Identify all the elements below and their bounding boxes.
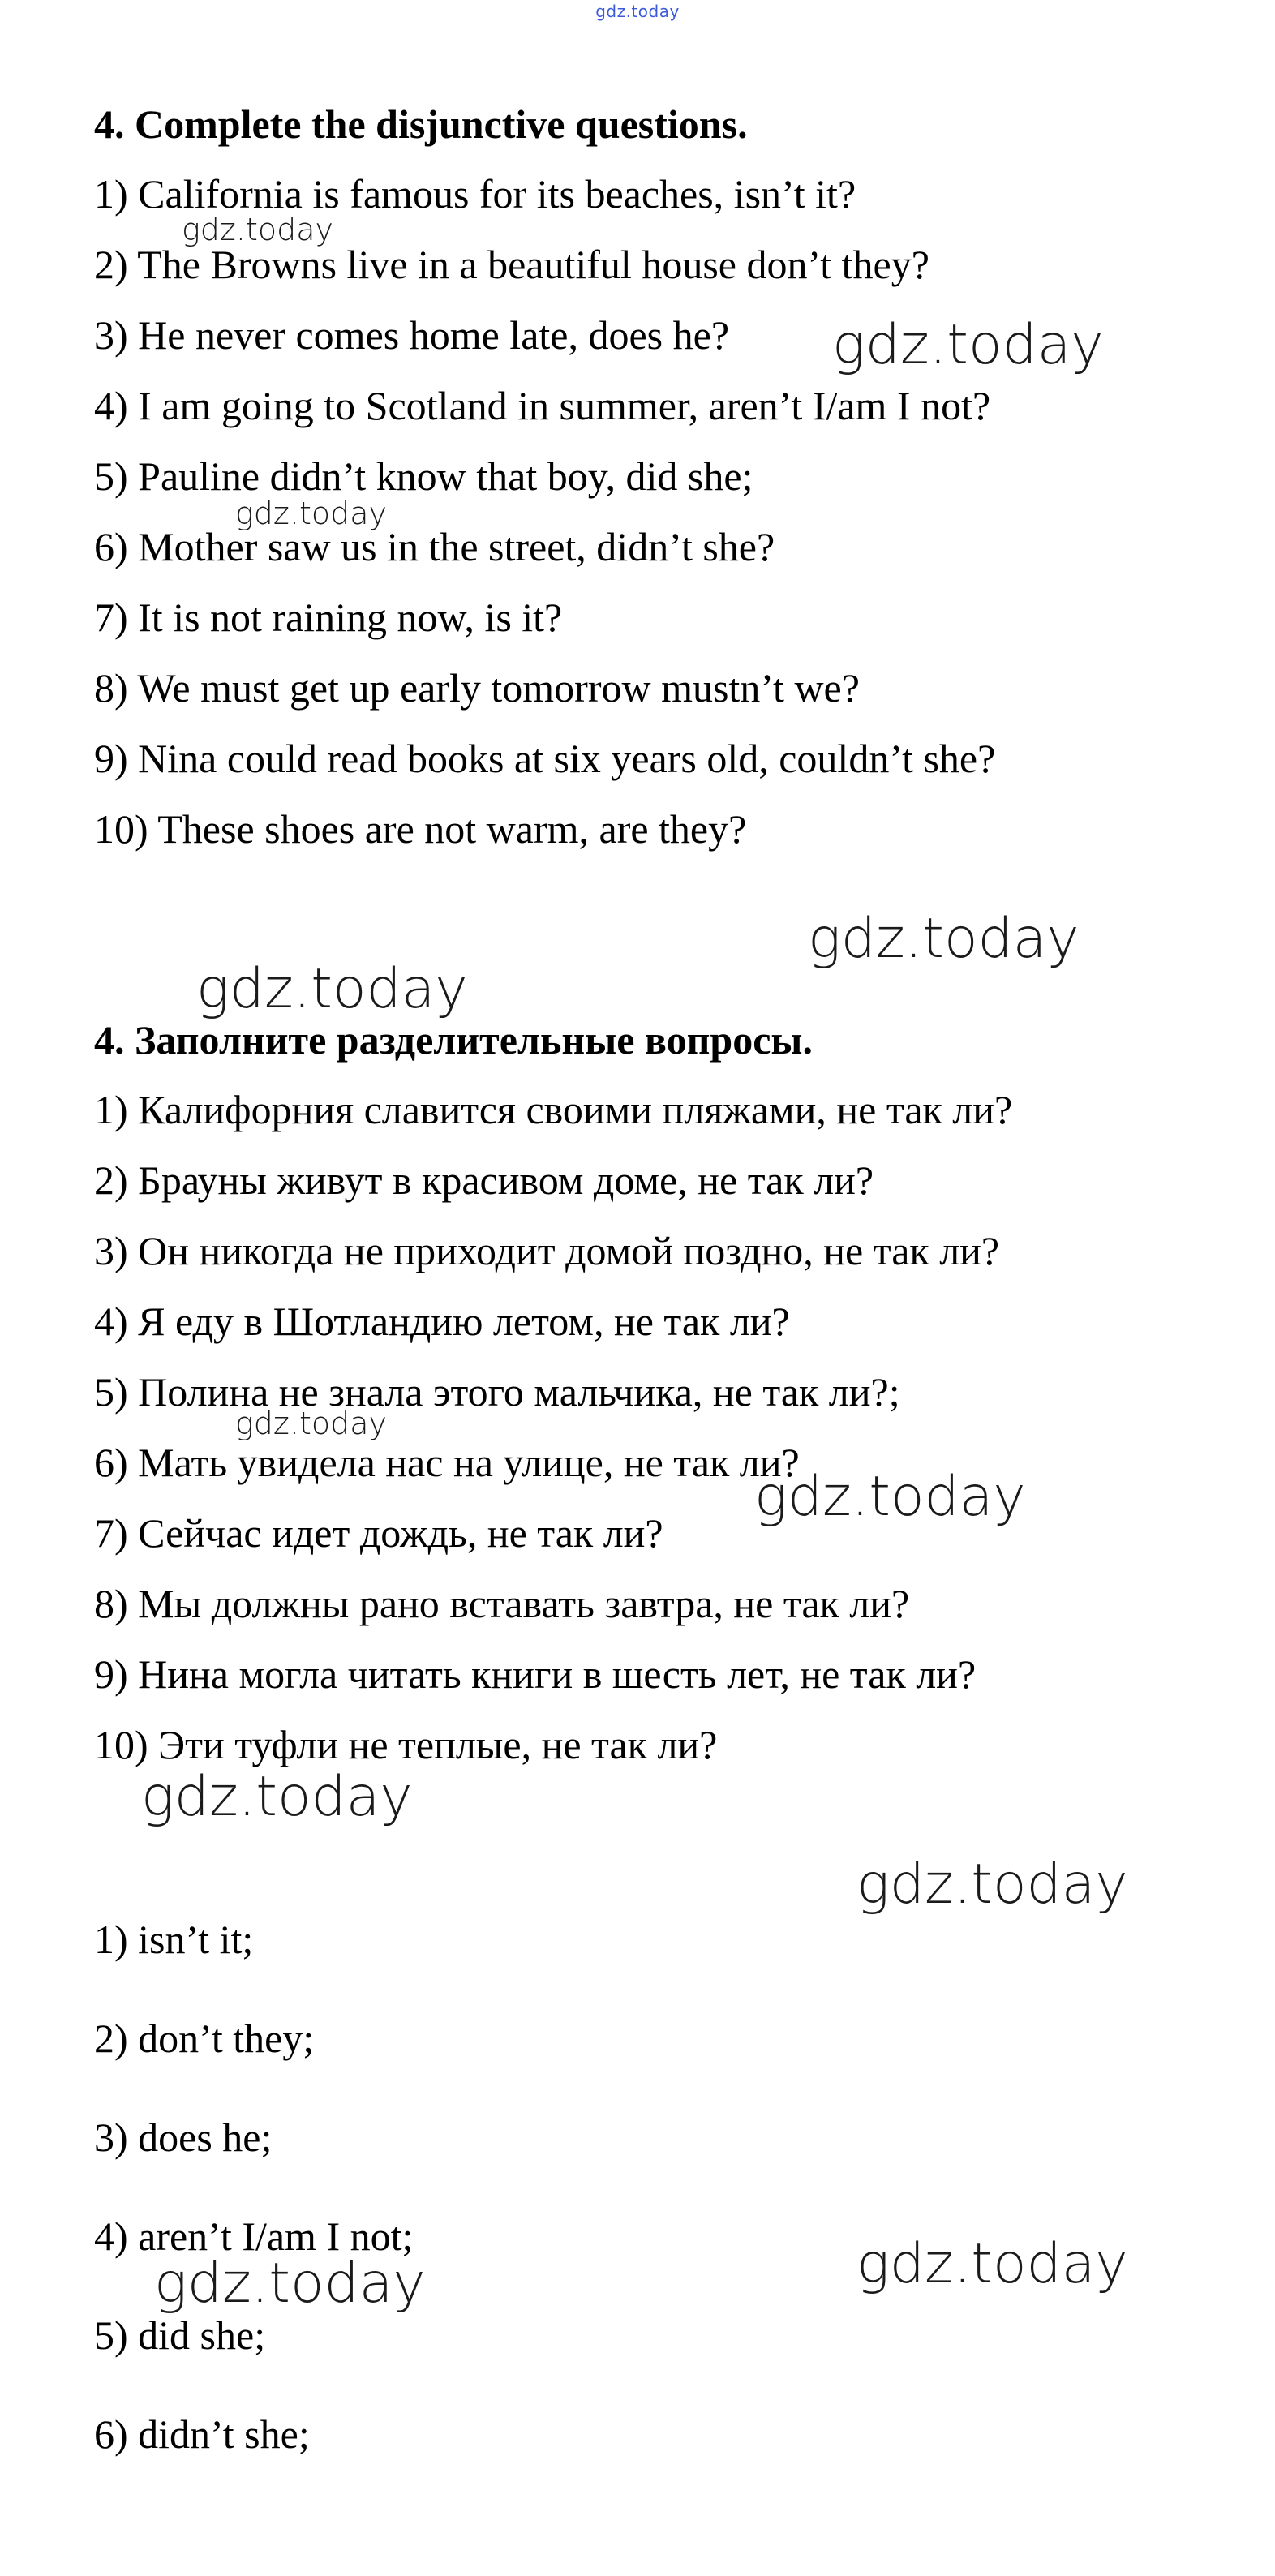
answer-line: 4) aren’t I/am I not;	[94, 2213, 414, 2259]
watermark: gdz.today	[196, 957, 468, 1021]
russian-line: 6) Мать увидела нас на улице, не так ли?	[94, 1440, 800, 1485]
watermark: gdz.today	[808, 907, 1080, 971]
watermark: gdz.today	[141, 1765, 413, 1829]
watermark: gdz.today	[235, 496, 387, 531]
answer-line: 3) does he;	[94, 2114, 273, 2160]
english-line: 3) He never comes home late, does he?	[94, 312, 730, 358]
russian-line: 2) Брауны живут в красивом доме, не так ли?	[94, 1157, 874, 1203]
russian-line: 3) Он никогда не приходит домой поздно, не так ли?	[94, 1228, 1000, 1273]
russian-line: 8) Мы должны рано вставать завтра, не так ли?	[94, 1581, 910, 1626]
russian-line: 1) Калифорния славится своими пляжами, не так ли?	[94, 1087, 1013, 1132]
watermark: gdz.today	[235, 1406, 387, 1441]
russian-line: 5) Полина не знала этого мальчика, не так ли?;	[94, 1369, 900, 1415]
russian-heading: 4. Заполните разделительные вопросы.	[94, 1017, 813, 1063]
english-line: 6) Mother saw us in the street, didn’t she?	[94, 524, 775, 569]
watermark: gdz.today	[856, 1853, 1128, 1917]
watermark: gdz.today	[182, 212, 333, 247]
english-line: 4) I am going to Scotland in summer, aren’t I/am I not?	[94, 383, 991, 428]
answer-line: 5) did she;	[94, 2312, 266, 2358]
english-heading: 4. Complete the disjunctive questions.	[94, 101, 748, 147]
watermark: gdz.today	[832, 313, 1104, 377]
russian-line: 9) Нина могла читать книги в шесть лет, не так ли?	[94, 1651, 977, 1697]
russian-line: 7) Сейчас идет дождь, не так ли?	[94, 1510, 663, 1556]
english-line: 1) California is famous for its beaches, isn’t it?	[94, 171, 856, 217]
english-line: 9) Nina could read books at six years old, couldn’t she?	[94, 736, 996, 781]
watermark: gdz.today	[856, 2232, 1128, 2296]
russian-line: 10) Эти туфли не теплые, не так ли?	[94, 1722, 718, 1767]
top-watermark: gdz.today	[595, 2, 680, 21]
english-line: 5) Pauline didn’t know that boy, did she;	[94, 453, 753, 499]
answer-line: 6) didn’t she;	[94, 2411, 310, 2457]
answer-line: 1) isn’t it;	[94, 1917, 254, 1962]
watermark: gdz.today	[154, 2252, 426, 2316]
english-line: 10) These shoes are not warm, are they?	[94, 806, 747, 852]
watermark: gdz.today	[754, 1465, 1026, 1529]
russian-line: 4) Я еду в Шотландию летом, не так ли?	[94, 1299, 790, 1344]
english-line: 8) We must get up early tomorrow mustn’t we?	[94, 665, 860, 711]
english-line: 7) It is not raining now, is it?	[94, 595, 563, 640]
english-line: 2) The Browns live in a beautiful house don’t they?	[94, 242, 929, 287]
answer-line: 2) don’t they;	[94, 2016, 315, 2061]
